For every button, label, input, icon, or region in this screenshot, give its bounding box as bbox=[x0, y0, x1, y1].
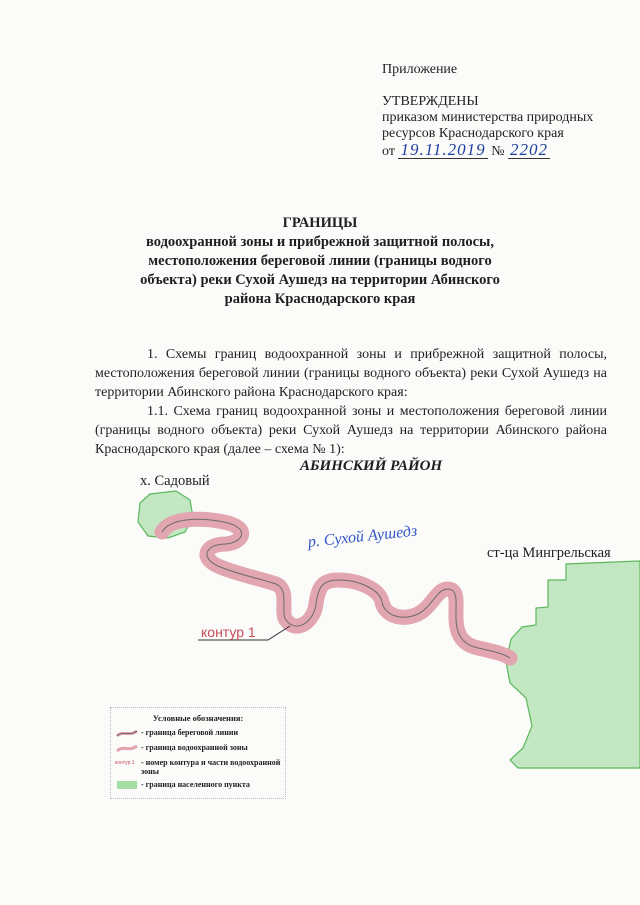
water-zone-symbol-icon bbox=[115, 743, 139, 753]
settlement-west-label: х. Садовый bbox=[140, 473, 210, 489]
legend-item-shoreline bbox=[115, 728, 283, 738]
contour-label: контур 1 bbox=[201, 624, 256, 640]
paragraph-2: 1.1. Схема границ водоохранной зоны и местоположения береговой линии (границы водного объекта) реки Сухой Аушедз на территории Абинского района Краснодарского края (далее – схема № 1): bbox=[95, 404, 607, 457]
order-number: 2202 bbox=[510, 140, 549, 159]
title-heading: ГРАНИЦЫ bbox=[282, 215, 358, 231]
legend-item-contour bbox=[115, 758, 283, 776]
order-line-2: ресурсов Краснодарского края bbox=[382, 126, 564, 141]
legend-label-contour: - номер контура и части водоохранной зоны bbox=[141, 758, 281, 776]
settlement-east-label: ст-ца Мингрельская bbox=[487, 545, 611, 561]
appendix-label: Приложение bbox=[382, 62, 458, 77]
settlement-east-area bbox=[506, 561, 640, 768]
legend-label-settlement: - граница населенного пункта bbox=[141, 780, 250, 789]
from-label: от bbox=[382, 144, 395, 159]
settlement-symbol-icon bbox=[115, 780, 139, 790]
legend-label-shoreline: - граница береговой линии bbox=[141, 728, 239, 737]
contour-number-symbol-icon: контур 1 bbox=[115, 760, 135, 766]
title-line-4: района Краснодарского края bbox=[224, 291, 416, 307]
district-label: АБИНСКИЙ РАЙОН bbox=[300, 458, 443, 474]
river-label: р. Сухой Аушедз bbox=[307, 522, 418, 551]
legend-title: Условные обозначения: bbox=[152, 713, 244, 723]
title-line-1: водоохранной зоны и прибрежной защитной полосы, bbox=[146, 234, 494, 250]
shoreline-symbol-icon bbox=[115, 728, 139, 738]
order-date: 19.11.2019 bbox=[400, 140, 486, 159]
title-line-3: объекта) реки Сухой Аушедз на территории Абинского bbox=[140, 272, 500, 288]
paragraph-1: 1. Схемы границ водоохранной зоны и прибрежной защитной полосы, местоположения береговой линии (границы водного объекта) реки Сухой Аушедз на территории Абинского района Краснодарского края: bbox=[95, 347, 607, 400]
legend-label-water-zone: - граница водоохранной зоны bbox=[141, 743, 248, 752]
order-line-1: приказом министерства природных bbox=[382, 110, 594, 125]
title-line-2: местоположения береговой линии (границы водного bbox=[148, 253, 492, 269]
approved-label: УТВЕРЖДЕНЫ bbox=[382, 94, 479, 109]
number-label: № bbox=[491, 144, 505, 159]
legend bbox=[110, 707, 286, 799]
legend-item-settlement bbox=[115, 780, 283, 790]
legend-item-water-zone bbox=[115, 743, 283, 753]
